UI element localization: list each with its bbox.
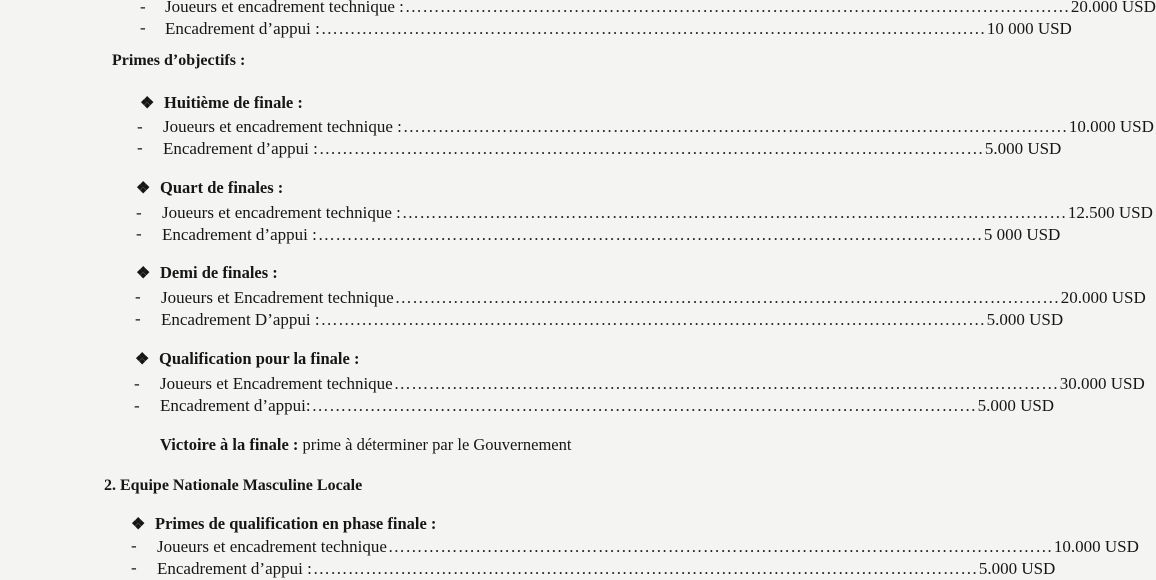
- dot-leader: ……………………………………………………………………………………………………: [402, 117, 1068, 136]
- prize-label: Encadrement d’appui :: [162, 225, 317, 244]
- diamond-bullet-icon: ❖: [131, 516, 146, 533]
- prize-line: [157, 537, 1139, 557]
- prize-label: Joueurs et Encadrement technique: [161, 288, 394, 307]
- subsection-title: Demi de finales :: [160, 263, 278, 282]
- prize-label: Encadrement D’appui :: [161, 310, 320, 329]
- subsection-heading: [136, 178, 283, 199]
- list-dash: -: [136, 203, 142, 222]
- prize-amount: 5.000 USD: [984, 139, 1062, 158]
- diamond-bullet-icon: ❖: [140, 95, 155, 112]
- prize-line: [162, 225, 1061, 245]
- diamond-bullet-icon: ❖: [136, 265, 151, 282]
- subsection-heading: [136, 263, 278, 284]
- prize-amount: 5.000 USD: [978, 559, 1056, 578]
- prize-line: [161, 310, 1064, 330]
- prize-line: [165, 19, 1072, 39]
- subsection-title: Huitième de finale :: [164, 93, 303, 112]
- prize-label: Encadrement d’appui :: [163, 139, 318, 158]
- subsection-title: Primes de qualification en phase finale :: [155, 514, 437, 533]
- prize-label: Joueurs et encadrement technique :: [163, 117, 402, 136]
- dot-leader: ……………………………………………………………………………………………………: [320, 19, 986, 38]
- dot-leader: ……………………………………………………………………………………………………: [318, 139, 984, 158]
- list-dash: -: [134, 396, 140, 415]
- list-dash: -: [135, 287, 141, 306]
- dot-leader: ……………………………………………………………………………………………………: [312, 559, 978, 578]
- prize-amount: 20.000 USD: [1060, 288, 1146, 307]
- prize-amount: 30.000 USD: [1059, 374, 1145, 393]
- victory-label: Victoire à la finale :: [160, 435, 299, 454]
- section-heading: Primes d’objectifs :: [112, 52, 246, 69]
- subsection-heading: [140, 93, 303, 114]
- prize-line: [160, 374, 1145, 394]
- prize-label: Joueurs et Encadrement technique: [160, 374, 393, 393]
- dot-leader: ……………………………………………………………………………………………………: [320, 310, 986, 329]
- prize-line: [161, 288, 1146, 308]
- list-dash: -: [135, 309, 141, 328]
- prize-line: [160, 396, 1055, 416]
- dot-leader: ……………………………………………………………………………………………………: [394, 288, 1060, 307]
- list-dash: -: [137, 138, 143, 157]
- prize-amount: 5 000 USD: [983, 225, 1061, 244]
- prize-line: [157, 559, 1056, 579]
- list-dash: -: [140, 0, 146, 16]
- list-dash: -: [134, 374, 140, 393]
- list-dash: -: [131, 536, 137, 555]
- prize-amount: 5.000 USD: [986, 310, 1064, 329]
- list-dash: -: [140, 18, 146, 37]
- prize-amount: 10.000 USD: [1068, 117, 1154, 136]
- section-heading: 2. Equipe Nationale Masculine Locale: [104, 477, 363, 494]
- prize-label: Encadrement d’appui :: [157, 559, 312, 578]
- prize-label: Joueurs et encadrement technique: [157, 537, 387, 556]
- prize-line: [162, 203, 1153, 223]
- final-victory-note: [160, 435, 571, 455]
- prize-label: Joueurs et encadrement technique :: [162, 203, 401, 222]
- prize-amount: 10 000 USD: [986, 19, 1072, 38]
- diamond-bullet-icon: ❖: [135, 351, 150, 368]
- dot-leader: ……………………………………………………………………………………………………: [401, 203, 1067, 222]
- prize-amount: 10.000 USD: [1053, 537, 1139, 556]
- subsection-heading: [131, 514, 436, 535]
- dot-leader: ……………………………………………………………………………………………………: [311, 396, 977, 415]
- dot-leader: ……………………………………………………………………………………………………: [393, 374, 1059, 393]
- dot-leader: ……………………………………………………………………………………………………: [317, 225, 983, 244]
- prize-line: [163, 139, 1062, 159]
- diamond-bullet-icon: ❖: [136, 180, 151, 197]
- prize-line: [165, 0, 1156, 17]
- subsection-heading: [135, 349, 359, 370]
- prize-amount: 12.500 USD: [1067, 203, 1153, 222]
- dot-leader: ……………………………………………………………………………………………………: [387, 537, 1053, 556]
- subsection-title: Quart de finales :: [160, 178, 284, 197]
- list-dash: -: [137, 117, 143, 136]
- prize-amount: 20.000 USD: [1070, 0, 1156, 16]
- list-dash: -: [131, 558, 137, 577]
- prize-label: Encadrement d’appui:: [160, 396, 311, 415]
- prize-label: Encadrement d’appui :: [165, 19, 320, 38]
- prize-line: [163, 117, 1154, 137]
- dot-leader: ……………………………………………………………………………………………………: [404, 0, 1070, 16]
- victory-text: prime à déterminer par le Gouvernement: [302, 435, 572, 454]
- prize-label: Joueurs et encadrement technique :: [165, 0, 404, 16]
- subsection-title: Qualification pour la finale :: [159, 349, 360, 368]
- list-dash: -: [136, 224, 142, 243]
- prize-amount: 5.000 USD: [977, 396, 1055, 415]
